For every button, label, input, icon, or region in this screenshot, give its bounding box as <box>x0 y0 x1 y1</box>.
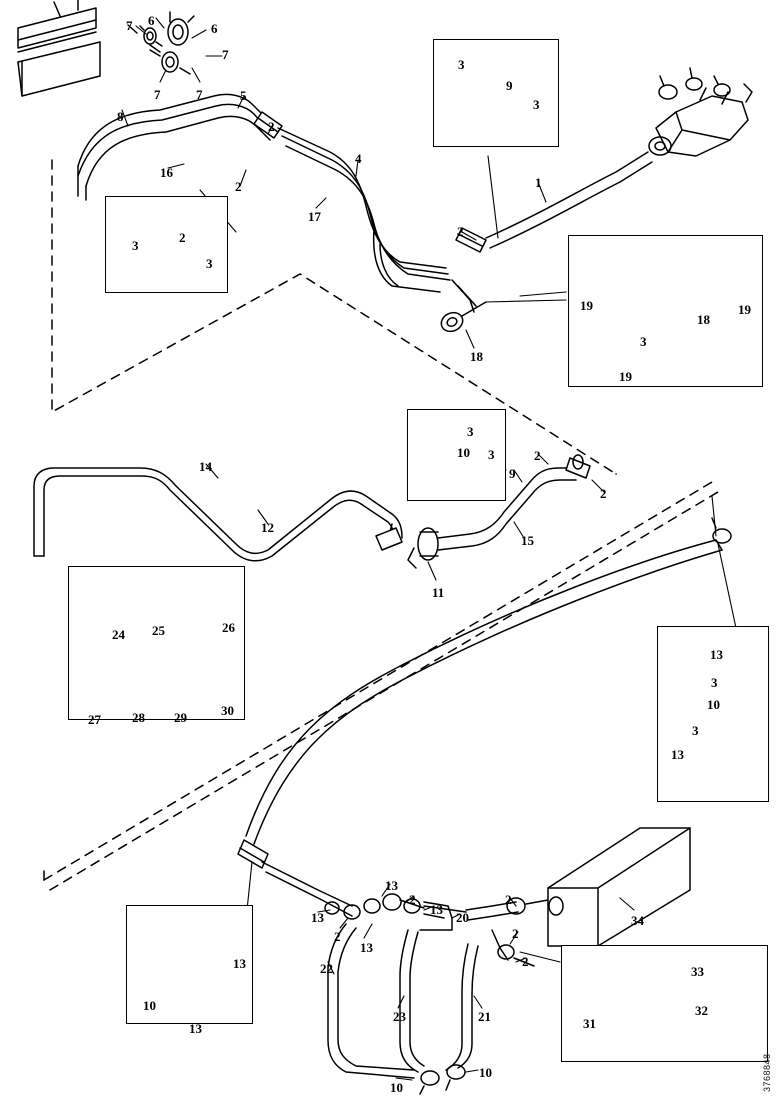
callout-16: 16 <box>160 165 173 180</box>
elbow-18 <box>438 280 486 335</box>
zigzag-tubes <box>34 468 402 561</box>
detail-box-left-upper <box>105 196 228 293</box>
callout-13: 13 <box>671 747 684 762</box>
callout-33: 33 <box>691 964 704 979</box>
callout-32: 32 <box>695 1003 708 1018</box>
callout-23: 23 <box>393 1009 406 1024</box>
callout-4: 4 <box>355 151 362 166</box>
callout-2: 2 <box>457 224 464 239</box>
radiator-grid <box>18 0 100 96</box>
callout-2: 2 <box>409 892 416 907</box>
callout-2: 2 <box>534 448 541 463</box>
callout-29: 29 <box>174 710 187 725</box>
right-manifold <box>649 68 752 156</box>
callout-5: 5 <box>240 88 247 103</box>
callout-13: 13 <box>311 910 324 925</box>
callout-30: 30 <box>221 703 234 718</box>
callout-25: 25 <box>152 623 165 638</box>
callout-10: 10 <box>707 697 720 712</box>
callout-26: 26 <box>222 620 235 635</box>
detail-box-hardware <box>68 566 245 720</box>
callout-2: 2 <box>268 119 275 134</box>
callout-6: 6 <box>211 21 218 36</box>
callout-19: 19 <box>580 298 593 313</box>
callout-13: 13 <box>385 878 398 893</box>
callout-3: 3 <box>640 334 647 349</box>
callout-14: 14 <box>199 459 212 474</box>
callout-7: 7 <box>196 87 203 102</box>
lower-left-connector <box>238 840 352 916</box>
detail-box-gaskets <box>561 945 768 1062</box>
drawing-part-code: 3768848 <box>762 1053 772 1092</box>
callout-10: 10 <box>479 1065 492 1080</box>
callout-19: 19 <box>738 302 751 317</box>
callout-13: 13 <box>233 956 246 971</box>
callout-2: 2 <box>334 929 341 944</box>
callout-6: 6 <box>148 13 155 28</box>
callout-3: 3 <box>132 238 139 253</box>
canister-34 <box>548 828 690 946</box>
callout-19: 19 <box>619 369 632 384</box>
callout-2: 2 <box>235 179 242 194</box>
callout-10: 10 <box>390 1080 403 1095</box>
callout-24: 24 <box>112 627 125 642</box>
detail-box-right-tee <box>568 235 763 387</box>
callout-28: 28 <box>132 710 145 725</box>
callout-3: 3 <box>533 97 540 112</box>
callout-20: 20 <box>456 910 469 925</box>
callout-21: 21 <box>478 1009 491 1024</box>
callout-2: 2 <box>179 230 186 245</box>
callout-9: 9 <box>506 78 513 93</box>
callout-34: 34 <box>631 913 644 928</box>
callout-13: 13 <box>360 940 373 955</box>
callout-18: 18 <box>470 349 483 364</box>
callout-2: 2 <box>600 486 607 501</box>
callout-13: 13 <box>710 647 723 662</box>
callout-13: 13 <box>189 1021 202 1036</box>
detail-box-top-center <box>433 39 559 147</box>
callout-10: 10 <box>457 445 470 460</box>
callout-9: 9 <box>509 466 516 481</box>
callout-8: 8 <box>117 109 124 124</box>
callout-3: 3 <box>692 723 699 738</box>
callout-2: 2 <box>522 954 529 969</box>
callout-3: 3 <box>488 447 495 462</box>
callout-13: 13 <box>430 902 443 917</box>
callout-3: 3 <box>206 256 213 271</box>
callout-7: 7 <box>222 47 229 62</box>
callout-3: 3 <box>467 424 474 439</box>
callout-11: 11 <box>432 585 445 600</box>
callout-3: 3 <box>711 675 718 690</box>
callout-15: 15 <box>521 533 534 548</box>
callout-27: 27 <box>88 712 101 727</box>
callout-2: 2 <box>512 926 519 941</box>
callout-17: 17 <box>308 209 321 224</box>
callout-10: 10 <box>143 998 156 1013</box>
top-left-fittings <box>128 12 194 74</box>
callout-12: 12 <box>261 520 274 535</box>
callout-2: 2 <box>505 892 512 907</box>
callout-1: 1 <box>535 175 542 190</box>
callout-7: 7 <box>126 18 133 33</box>
callout-18: 18 <box>697 312 710 327</box>
callout-7: 7 <box>154 87 161 102</box>
callout-22: 22 <box>320 961 333 976</box>
callout-31: 31 <box>583 1016 596 1031</box>
callout-3: 3 <box>458 57 465 72</box>
